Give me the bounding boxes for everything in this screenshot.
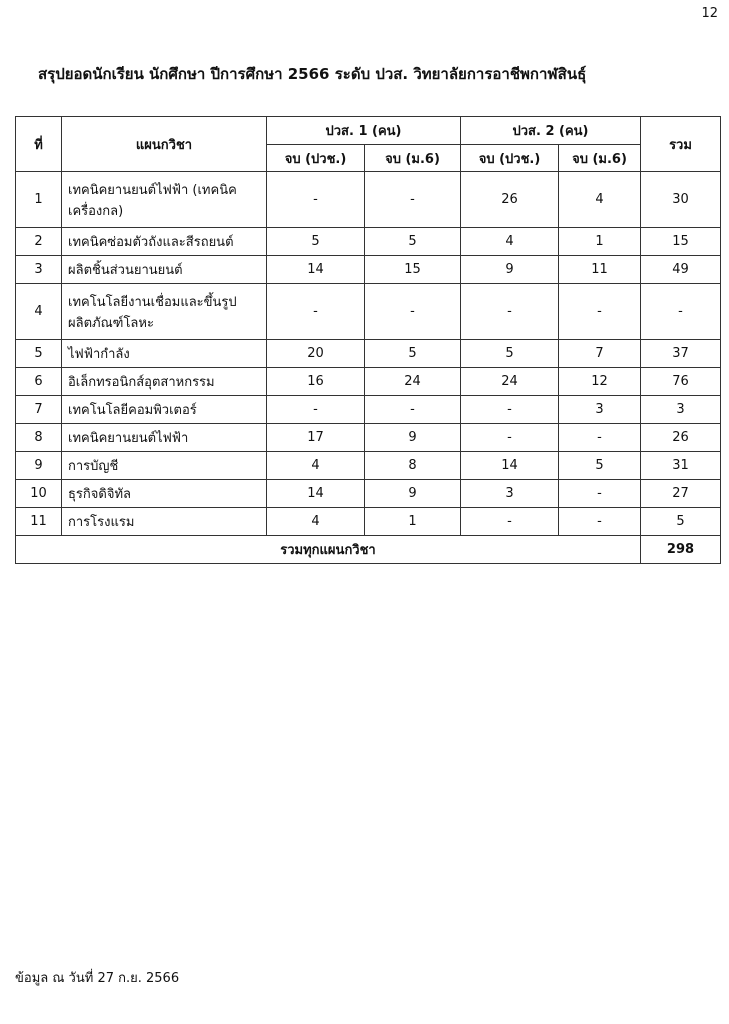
department-name: เทคโนโลยีงานเชื่อมและขึ้นรูปผลิตภัณฑ์โลหะ: [62, 284, 267, 340]
pvs1-highschool-count: 9: [365, 424, 461, 452]
table-row: [16, 396, 721, 424]
pvs2-highschool-count: -: [559, 508, 641, 536]
table-row: [16, 256, 721, 284]
pvs1-highschool-count: 1: [365, 508, 461, 536]
row-total: 31: [641, 452, 721, 480]
department-name: อิเล็กทรอนิกส์อุตสาหกรรม: [62, 368, 267, 396]
pvs1-vocational-count: -: [267, 396, 365, 424]
grand-total-label: รวมทุกแผนกวิชา: [16, 536, 641, 564]
row-number: 11: [16, 508, 62, 536]
pvs2-vocational-count: 26: [461, 172, 559, 228]
pvs1-vocational-count: 16: [267, 368, 365, 396]
pvs2-vocational-count: 4: [461, 228, 559, 256]
pvs2-highschool-count: 11: [559, 256, 641, 284]
pvs2-highschool-count: 7: [559, 340, 641, 368]
row-number: 6: [16, 368, 62, 396]
table-row: [16, 480, 721, 508]
pvs1-highschool-count: 9: [365, 480, 461, 508]
table-row: [16, 340, 721, 368]
grand-total-value: 298: [641, 536, 721, 564]
header-pvs2: ปวส. 2 (คน): [461, 117, 641, 145]
header-pvs2-vocational: จบ (ปวช.): [461, 145, 559, 172]
pvs1-vocational-count: 14: [267, 256, 365, 284]
row-number: 9: [16, 452, 62, 480]
pvs1-highschool-count: -: [365, 172, 461, 228]
page-number: 12: [701, 6, 718, 21]
table-row: [16, 284, 721, 340]
pvs2-vocational-count: -: [461, 284, 559, 340]
header-pvs1-vocational: จบ (ปวช.): [267, 145, 365, 172]
pvs1-vocational-count: -: [267, 284, 365, 340]
pvs2-vocational-count: -: [461, 424, 559, 452]
pvs1-vocational-count: 14: [267, 480, 365, 508]
department-name: เทคนิคยานยนต์ไฟฟ้า: [62, 424, 267, 452]
row-total: 27: [641, 480, 721, 508]
pvs2-vocational-count: 3: [461, 480, 559, 508]
department-name: เทคนิคซ่อมตัวถังและสีรถยนต์: [62, 228, 267, 256]
pvs1-highschool-count: -: [365, 284, 461, 340]
row-total: 26: [641, 424, 721, 452]
pvs2-vocational-count: 9: [461, 256, 559, 284]
pvs1-vocational-count: 4: [267, 508, 365, 536]
table-row: [16, 452, 721, 480]
row-total: 37: [641, 340, 721, 368]
pvs1-highschool-count: -: [365, 396, 461, 424]
header-total: รวม: [641, 117, 721, 172]
row-total: 76: [641, 368, 721, 396]
pvs2-highschool-count: 3: [559, 396, 641, 424]
pvs1-vocational-count: 4: [267, 452, 365, 480]
row-total: 3: [641, 396, 721, 424]
table-body: [16, 172, 721, 536]
header-no: ที่: [16, 117, 62, 172]
department-name: ผลิตชิ้นส่วนยานยนต์: [62, 256, 267, 284]
pvs1-highschool-count: 15: [365, 256, 461, 284]
row-number: 7: [16, 396, 62, 424]
row-total: -: [641, 284, 721, 340]
grand-total-row: [16, 536, 721, 564]
data-date-note: ข้อมูล ณ วันที่ 27 ก.ย. 2566: [15, 971, 180, 986]
pvs2-vocational-count: -: [461, 396, 559, 424]
document-title: สรุปยอดนักเรียน นักศึกษา ปีการศึกษา 2566 ระดับ ปวส. วิทยาลัยการอาชีพกาฬสินธุ์: [38, 65, 587, 83]
department-name: เทคนิคยานยนต์ไฟฟ้า (เทคนิคเครื่องกล): [62, 172, 267, 228]
row-number: 4: [16, 284, 62, 340]
department-name: การบัญชี: [62, 452, 267, 480]
department-name: ไฟฟ้ากำลัง: [62, 340, 267, 368]
pvs1-vocational-count: 17: [267, 424, 365, 452]
header-department: แผนกวิชา: [62, 117, 267, 172]
pvs2-vocational-count: -: [461, 508, 559, 536]
table-row: [16, 228, 721, 256]
row-total: 15: [641, 228, 721, 256]
pvs1-highschool-count: 5: [365, 340, 461, 368]
department-name: เทคโนโลยีคอมพิวเตอร์: [62, 396, 267, 424]
row-number: 1: [16, 172, 62, 228]
pvs1-vocational-count: -: [267, 172, 365, 228]
row-number: 8: [16, 424, 62, 452]
pvs2-highschool-count: 5: [559, 452, 641, 480]
header-pvs1: ปวส. 1 (คน): [267, 117, 461, 145]
pvs1-highschool-count: 24: [365, 368, 461, 396]
header-pvs2-highschool: จบ (ม.6): [559, 145, 641, 172]
pvs1-vocational-count: 20: [267, 340, 365, 368]
student-summary-table: [15, 116, 721, 564]
pvs1-vocational-count: 5: [267, 228, 365, 256]
row-total: 30: [641, 172, 721, 228]
pvs2-vocational-count: 24: [461, 368, 559, 396]
table-row: [16, 508, 721, 536]
pvs1-highschool-count: 5: [365, 228, 461, 256]
pvs2-highschool-count: -: [559, 284, 641, 340]
pvs2-highschool-count: 12: [559, 368, 641, 396]
row-number: 5: [16, 340, 62, 368]
row-total: 49: [641, 256, 721, 284]
pvs2-highschool-count: -: [559, 480, 641, 508]
table-row: [16, 172, 721, 228]
pvs2-highschool-count: 4: [559, 172, 641, 228]
pvs1-highschool-count: 8: [365, 452, 461, 480]
table-row: [16, 424, 721, 452]
table-row: [16, 368, 721, 396]
pvs2-vocational-count: 14: [461, 452, 559, 480]
header-pvs1-highschool: จบ (ม.6): [365, 145, 461, 172]
pvs2-vocational-count: 5: [461, 340, 559, 368]
pvs2-highschool-count: -: [559, 424, 641, 452]
row-number: 10: [16, 480, 62, 508]
department-name: ธุรกิจดิจิทัล: [62, 480, 267, 508]
department-name: การโรงแรม: [62, 508, 267, 536]
row-number: 2: [16, 228, 62, 256]
row-total: 5: [641, 508, 721, 536]
pvs2-highschool-count: 1: [559, 228, 641, 256]
row-number: 3: [16, 256, 62, 284]
